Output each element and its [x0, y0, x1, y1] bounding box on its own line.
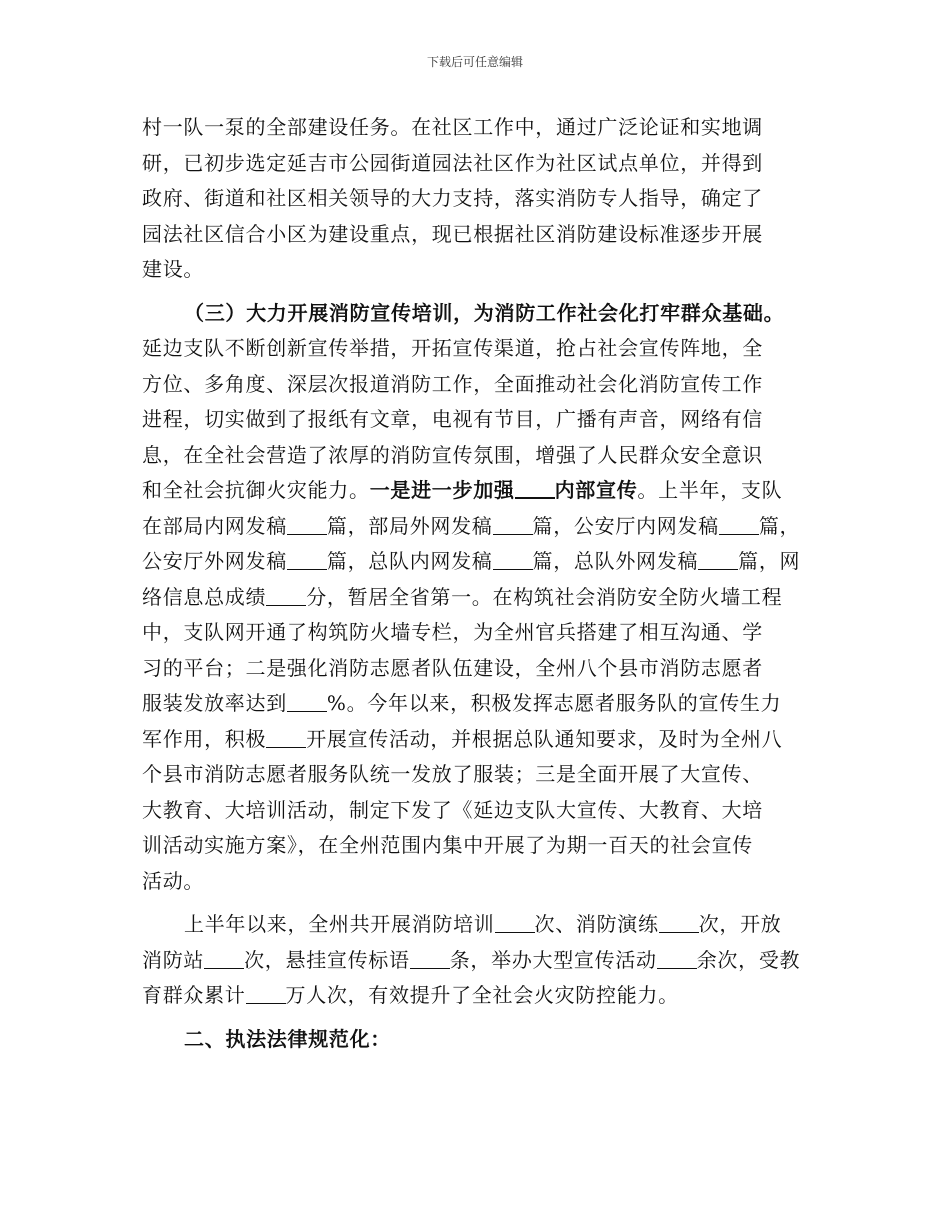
fill-blank: [493, 514, 533, 535]
fill-blank: [495, 912, 535, 933]
fill-blank: [204, 948, 244, 969]
text-run: 次，开放: [698, 912, 782, 936]
fill-blank: [659, 912, 699, 933]
text-line: 政府、街道和社区相关领导的大力支持，落实消防专人指导，确定了: [142, 186, 763, 210]
text-run: 篇，总队外网发稿: [532, 549, 699, 573]
text-run: 万人次，有效提升了全社会火灾防控能力。: [285, 983, 679, 1007]
text-line: 大教育、大培训活动，制定下发了《延边支队大宣传、大教育、大培: [142, 797, 763, 822]
text-run: 次、消防演练: [534, 912, 659, 936]
text-line: 村一队一泵的全部建设任务。在社区工作中，通过广泛论证和实地调: [142, 115, 763, 139]
text-run: 次，悬挂宣传标语: [244, 947, 410, 972]
bold-text-run: 一是进一步加强: [369, 478, 515, 502]
text-line: [142, 580, 810, 616]
fill-blank: [287, 691, 327, 712]
section-heading-3: （三）大力开展消防宣传培训，为消防工作社会化打牢群众基础。: [184, 300, 785, 325]
text-run: 条，举办大型宣传活动: [449, 947, 657, 972]
text-run: 开展宣传活动，并根据总队通知要求，及时为全州八: [306, 726, 783, 751]
text-line: [142, 686, 810, 722]
text-line: 进程，切实做到了报纸有文章，电视有节目，广播有声音，网络有信: [142, 407, 763, 431]
text-line: [142, 907, 810, 943]
text-line: 建设。: [142, 257, 205, 281]
fill-blank: [266, 585, 306, 606]
document-body: [142, 110, 810, 1057]
fill-blank: [657, 948, 697, 969]
fill-blank: [287, 549, 327, 570]
text-run: 服装发放率达到: [142, 691, 287, 715]
text-run: 军作用，积极: [142, 726, 267, 751]
text-line: 个县市消防志愿者服务队统一发放了服装；三是全面开展了大宣传、: [142, 762, 763, 786]
text-run: 上半年以来，全州共开展消防培训: [184, 912, 495, 936]
text-line: 中，支队网开通了构筑防火墙专栏，为全州官兵搭建了相互沟通、学: [142, 620, 763, 644]
fill-blank: [719, 514, 759, 535]
bold-text-run: 内部宣传: [554, 478, 638, 502]
text-run: 和全社会抗御火灾能力。: [142, 478, 370, 502]
text-line: 活动。: [142, 868, 205, 893]
text-run: 篇，: [758, 513, 801, 538]
text-line: [142, 943, 810, 979]
text-run: 篇，公安厅内网发稿: [532, 513, 719, 538]
text-run: 篇，总队内网发稿: [326, 549, 493, 573]
text-run: 络信息总成绩: [142, 584, 267, 609]
text-run: 消防站: [142, 947, 205, 972]
text-run: 。上半年，支队: [637, 478, 783, 502]
fill-blank: [410, 948, 450, 969]
text-line: [142, 473, 810, 509]
text-run: 分，暂居全省第一。在构筑社会消防安全防火墙工程: [306, 584, 783, 609]
text-run: %。今年以来，积极发挥志愿者服务队的宣传生力: [326, 691, 782, 715]
fill-blank: [266, 727, 306, 748]
text-line: 园法社区信合小区为建设重点，现已根据社区消防建设标准逐步开展: [142, 221, 763, 246]
text-line: 息，在全社会营造了浓厚的消防宣传氛围，增强了人民群众安全意识: [142, 442, 763, 467]
text-run: 育群众累计: [142, 983, 246, 1007]
text-line: [142, 544, 810, 580]
text-run: 在部局内网发稿: [142, 513, 287, 538]
section-heading-2: 二、执法法律规范化：: [184, 1026, 391, 1051]
text-run: 篇，部局外网发稿: [326, 513, 493, 538]
fill-blank: [287, 514, 327, 535]
text-line: 方位、多角度、深层次报道消防工作，全面推动社会化消防宣传工作: [142, 371, 763, 396]
text-line: 研，已初步选定延吉市公园街道园法社区作为社区试点单位，并得到: [142, 150, 763, 175]
text-line: 训活动实施方案》，在全州范围内集中开展了为期一百天的社会宣传: [142, 833, 753, 857]
fill-blank: [493, 549, 533, 570]
text-line: 延边支队不断创新宣传举措，开拓宣传渠道，抢占社会宣传阵地，全: [142, 336, 763, 360]
text-line: [142, 722, 810, 758]
page-header: 下载后可任意编辑: [426, 55, 523, 69]
fill-blank: [698, 549, 738, 570]
text-line: 习的平台；二是强化消防志愿者队伍建设，全州八个县市消防志愿者: [142, 655, 763, 680]
text-run: 公安厅外网发稿: [142, 549, 287, 573]
text-line: [142, 978, 810, 1014]
text-line: [142, 509, 810, 545]
text-run: 篇，网: [738, 549, 801, 573]
text-run: 余次，受教: [696, 947, 801, 972]
fill-blank: [515, 477, 555, 499]
fill-blank: [246, 983, 286, 1004]
